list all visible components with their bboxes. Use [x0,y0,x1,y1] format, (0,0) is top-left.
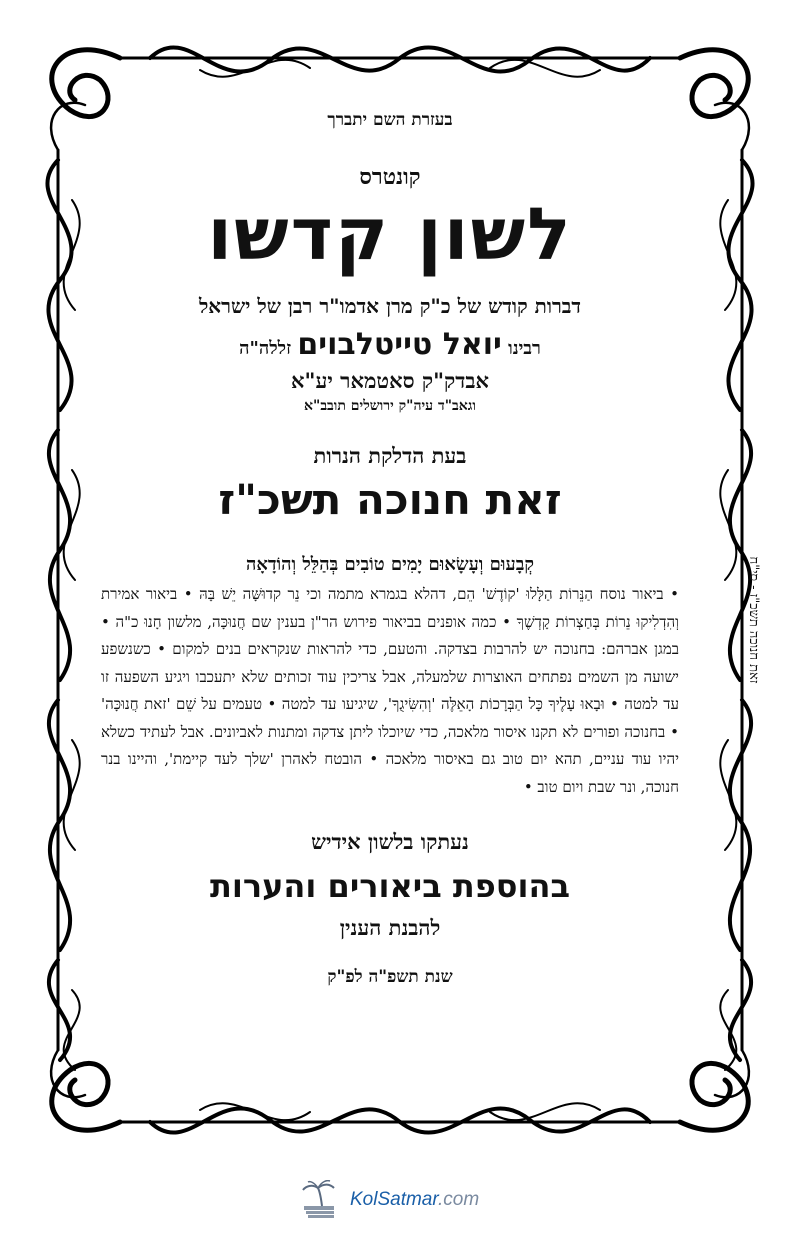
occasion-title: זאת חנוכה תשכ"ז [218,475,562,524]
additions-subtitle: להבנת הענין [339,915,441,940]
author-suffix: זללה"ה [239,338,292,359]
summary-heading: קְבָעוּם וְעָשָׂאוּם יָמִים טוֹבִים בְּהַלֵּל וְהוֹדָאָה [245,554,535,575]
additions-title: בהוספת ביאורים והערות [210,867,570,905]
main-title: לשון קדשו [207,192,573,276]
summary-body: • ביאור נוסח הַנֵּרוֹת הַלָּלוּ 'קוֹדֶשׁ' הֵם, דהלא בגמרא מתמה וכי נֵר קדוּשָּׁה יֵשׁ בָּהּ • ביאור אמירת וְהִדְלִיקוּ נֵרוֹת בְּחַצְרוֹת קָדְשֶׁךָ • כמה אופנים בביאור פירוש הר"ן בענין שם חֲנוּכָּה, מלשון חָנוּ כ"ה • במגן אברהם: בחנוכה יש להרבות בצדקה. והטעם, כדי להראות שנקראים בנים למקום • כשנשפע ישועה מן השמים נפתחים האוצרות שלמעלה, אבל צריכין עוד זכותים שלא יתעכבו ויגיע השפעה זו עד למטה • וּבָאוּ עָלֶיךָ כָּל הַבְּרָכוֹת הָאֵלֶּה 'וְהִשִּׂיגֻךָ', שיגיעו עד למטה • טעמים על שֵׁם 'זאת חֲנוּכָּה' • בחנוכה ופורים לא תקנו איסור מלאכה, כדי שיוכלו ליתן צדקה ומתנות לאביונים. אבל לעתיד כשלא יהיו עוד עניים, תהא יום טוב גם באיסור מלאכה • הובטח לאהרן 'שלך לעד קיימת', והיינו בנר חנוכה, ונר שבת ויום טוב • [101,585,679,796]
author-description: דברות קודש של כ"ק מרן אדמו"ר רבן של ישראל [198,294,582,318]
author-prefix: רבינו [508,338,541,359]
author-title-satmar: אבדק"ק סאטמאר יע"א [291,368,489,393]
logo-domain: .com [438,1189,480,1210]
top-blessing: בעזרת השם יתברך [327,110,453,130]
occasion-label: בעת הדלקת הנרות [313,443,467,468]
author-title-jerusalem: וגאב"ד עיה"ק ירושלים תובב"א [304,398,476,414]
author-name: יואל טייטלבוים [297,327,502,362]
logo-brand: KolSatmar [350,1189,438,1210]
side-margin-text: זאת חנוכה תשכ"ז - סי"ח [746,556,761,684]
palm-tree-icon [300,1180,344,1220]
translation-note: נעתקו בלשון אידיש [311,829,469,854]
logo-text [350,1189,479,1211]
kolsatmar-logo[interactable] [300,1180,479,1220]
title-page [95,110,685,987]
kuntres-label: קונטרס [359,164,421,190]
year-line: שנת תשפ"ה לפ"ק [327,967,453,987]
author-line [95,327,685,362]
